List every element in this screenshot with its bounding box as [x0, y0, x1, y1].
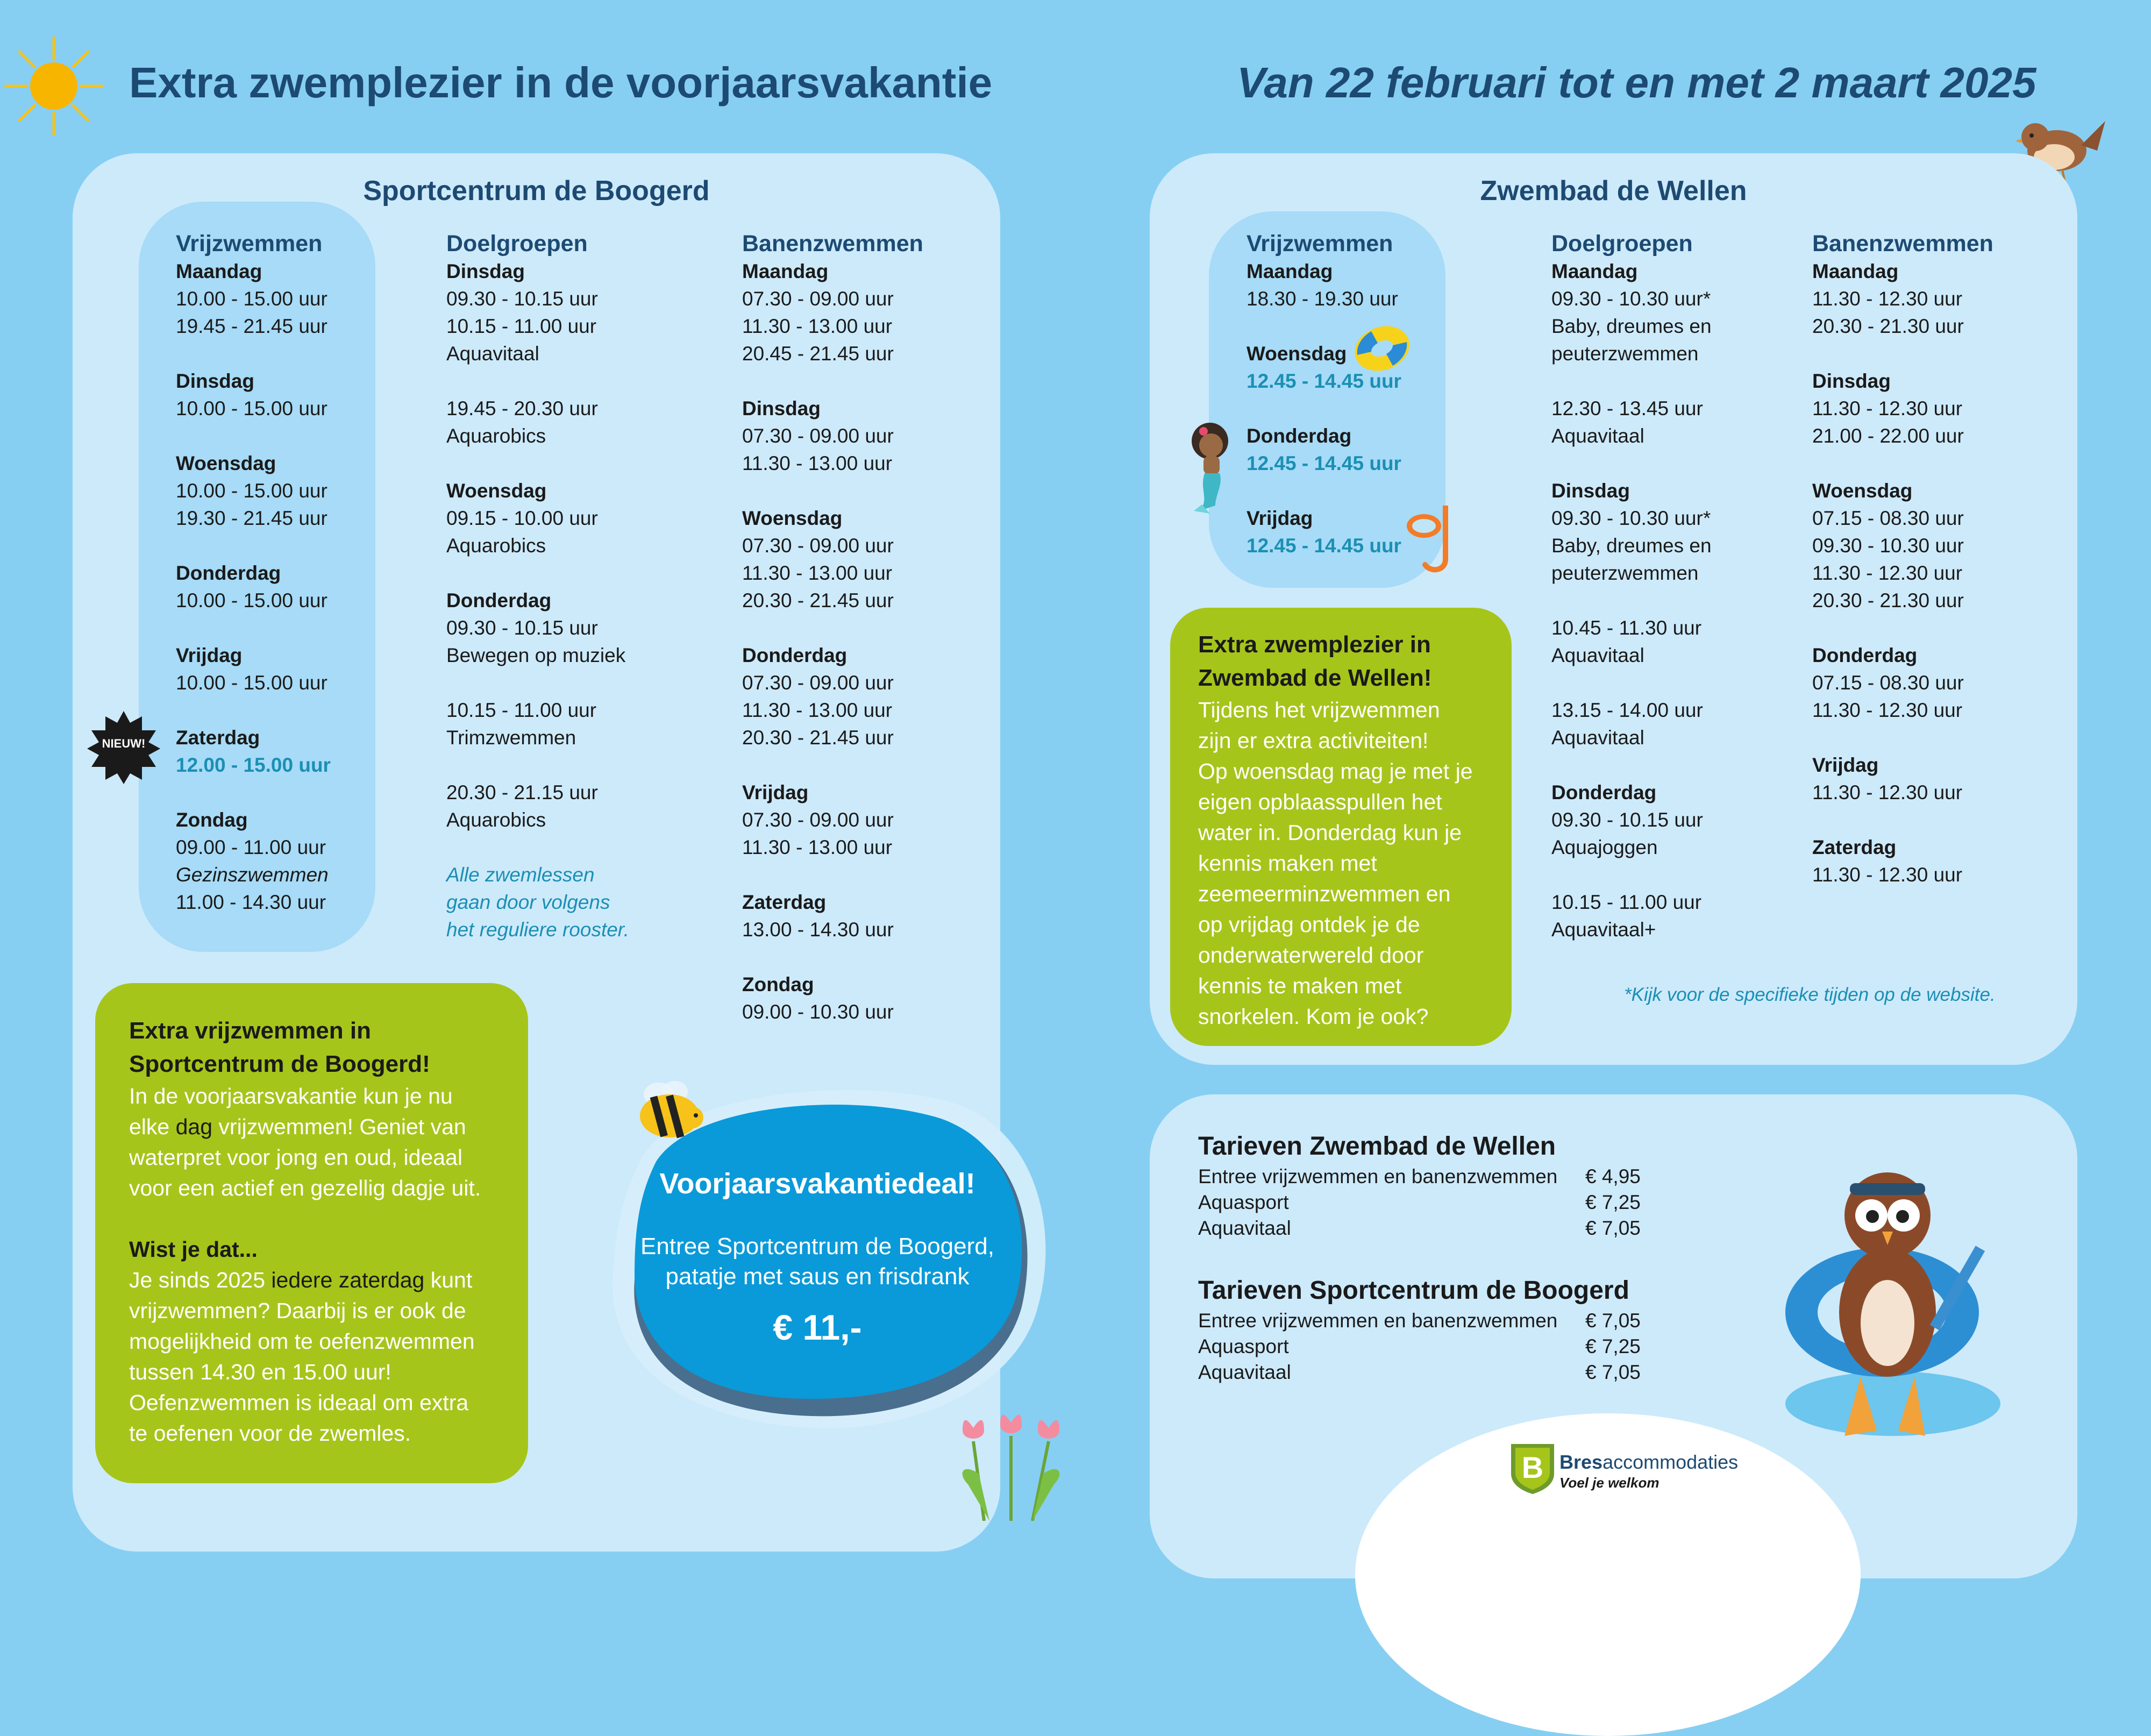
day-label: Maandag: [176, 260, 262, 282]
time-line: 10.15 - 11.00 uur: [446, 699, 597, 721]
column-heading: Vrijzwemmen: [176, 231, 323, 257]
tariff-row: [1198, 1308, 1641, 1334]
day-label: Donderdag: [1551, 781, 1657, 803]
time-line: 20.30 - 21.15 uur: [446, 781, 598, 803]
info-line: Op woensdag mag je met je: [1198, 759, 1473, 784]
tariff-name: Aquavitaal: [1198, 1217, 1291, 1239]
page-title: Extra zwemplezier in de voorjaarsvakantie: [129, 59, 993, 106]
day-label: Dinsdag: [1812, 370, 1891, 392]
info-line: Je sinds 2025 iedere zaterdag kunt: [129, 1268, 473, 1292]
time-line: 10.45 - 11.30 uur: [1551, 617, 1702, 639]
spacer: [1551, 367, 1712, 395]
time-line: 13.00 - 14.30 uur: [742, 919, 894, 941]
info-line: snorkelen. Kom je ook?: [1198, 1004, 1429, 1029]
time-line: 12.45 - 14.45 uur: [1247, 370, 1401, 392]
time-line: 09.30 - 10.15 uur: [446, 617, 598, 639]
time-line: 07.30 - 09.00 uur: [742, 672, 894, 694]
tariff-row: [1198, 1360, 1641, 1385]
time-line: 07.30 - 09.00 uur: [742, 288, 894, 310]
spacer: [176, 696, 331, 724]
time-line: Aquavitaal: [1551, 425, 1644, 447]
spacer: [1812, 806, 1993, 834]
spacer: [1551, 669, 1712, 696]
boogerd-vrij-column: [176, 230, 331, 916]
boogerd-doel-column: [446, 230, 629, 943]
time-line: gaan door volgens: [446, 891, 610, 913]
time-line: 10.00 - 15.00 uur: [176, 589, 327, 611]
day-label: Donderdag: [446, 589, 552, 611]
logo-tagline: Voel je welkom: [1559, 1475, 1659, 1491]
time-line: Trimzwemmen: [446, 727, 576, 749]
info-line: zijn er extra activiteiten!: [1198, 728, 1429, 753]
spacer: [742, 614, 923, 642]
bee-icon: [629, 1070, 710, 1151]
day-label: Woensdag: [742, 507, 843, 529]
tariff-price: € 7,05: [1585, 1217, 1641, 1239]
spacer: [1812, 724, 1993, 751]
tariff-name: Aquavitaal: [1198, 1361, 1291, 1383]
time-line: Gezinszwemmen: [176, 864, 329, 886]
spacer: [1247, 477, 1401, 504]
day-label: Woensdag: [1812, 480, 1913, 502]
tariffs-wellen: [1198, 1129, 1641, 1241]
time-line: 13.15 - 14.00 uur: [1551, 699, 1703, 721]
time-line: 11.00 - 14.30 uur: [176, 891, 326, 913]
spacer: [446, 559, 629, 587]
spacer: [176, 779, 331, 806]
info-line: elke dag vrijzwemmen! Geniet van: [129, 1114, 466, 1139]
time-line: Aquarobics: [446, 425, 546, 447]
time-line: Aquarobics: [446, 535, 546, 557]
info-line: eigen opblaasspullen het: [1198, 789, 1442, 814]
day-label: Dinsdag: [446, 260, 525, 282]
info-line: Tijdens het vrijzwemmen: [1198, 698, 1440, 722]
day-label: Vrijdag: [1812, 754, 1879, 776]
day-label: Zaterdag: [742, 891, 827, 913]
tariffs-boogerd: [1198, 1273, 1641, 1385]
time-line: het reguliere rooster.: [446, 919, 630, 941]
time-line: 07.30 - 09.00 uur: [742, 425, 894, 447]
time-line: 21.00 - 22.00 uur: [1812, 425, 1964, 447]
time-line: 11.30 - 13.00 uur: [742, 452, 893, 474]
swim-ring-icon: [1350, 317, 1414, 376]
time-line: 07.30 - 09.00 uur: [742, 809, 894, 831]
owl-swimmer-icon: [1775, 1151, 2054, 1452]
day-label: Maandag: [1551, 260, 1638, 282]
tariff-name: Aquasport: [1198, 1335, 1289, 1357]
info-line: zeemeerminzwemmen en: [1198, 881, 1451, 906]
time-line: 11.30 - 13.00 uur: [742, 699, 893, 721]
day-label: Maandag: [742, 260, 829, 282]
time-line: 11.30 - 12.30 uur: [1812, 562, 1963, 584]
tariff-title: Tarieven Sportcentrum de Boogerd: [1198, 1276, 1629, 1305]
spacer: [1551, 450, 1712, 477]
time-line: 20.30 - 21.45 uur: [742, 727, 894, 749]
day-label: Dinsdag: [742, 397, 821, 419]
column-heading: Vrijzwemmen: [1247, 231, 1393, 257]
time-line: 20.30 - 21.45 uur: [742, 589, 894, 611]
info-line: mogelijkheid om te oefenzwemmen: [129, 1329, 475, 1354]
time-line: Aquavitaal: [1551, 727, 1644, 749]
tariff-name: Entree vrijzwemmen en banenzwemmen: [1198, 1310, 1558, 1332]
time-line: Bewegen op muziek: [446, 644, 626, 666]
info-line: waterpret voor jong en oud, ideaal: [129, 1145, 462, 1170]
wellen-doel-column: [1551, 230, 1712, 943]
time-line: 12.45 - 14.45 uur: [1247, 535, 1401, 557]
time-line: 11.30 - 12.30 uur: [1812, 288, 1963, 310]
tariff-price: € 7,05: [1585, 1361, 1641, 1383]
column-heading: Banenzwemmen: [1812, 231, 1993, 257]
tariff-row: [1198, 1334, 1641, 1360]
time-line: 18.30 - 19.30 uur: [1247, 288, 1398, 310]
logo-brand: Bres: [1559, 1451, 1603, 1473]
spacer: [1812, 340, 1993, 367]
tariff-price: € 7,25: [1585, 1191, 1641, 1213]
time-line: 09.30 - 10.30 uur*: [1551, 288, 1711, 310]
tariff-name: Entree vrijzwemmen en banenzwemmen: [1198, 1165, 1558, 1187]
svg-text:B: B: [1521, 1450, 1544, 1484]
boogerd-info-box: [95, 983, 528, 1483]
info-line: kennis maken met: [1198, 851, 1377, 876]
info-line: vrijzwemmen? Daarbij is er ook de: [129, 1298, 466, 1323]
info-line: tussen 14.30 en 15.00 uur!: [129, 1360, 391, 1384]
time-line: Aquajoggen: [1551, 836, 1658, 858]
time-line: 07.30 - 09.00 uur: [742, 535, 894, 557]
info-line: op vrijdag ontdek je de: [1198, 912, 1420, 937]
spacer: [446, 367, 629, 395]
time-line: Aquarobics: [446, 809, 546, 831]
deal-title: Voorjaarsvakantiedeal!: [659, 1168, 975, 1200]
spacer: [176, 340, 331, 367]
time-line: 12.30 - 13.45 uur: [1551, 397, 1703, 419]
spacer: [742, 943, 923, 971]
time-line: 11.30 - 12.30 uur: [1812, 864, 1963, 886]
time-line: 11.30 - 13.00 uur: [742, 836, 893, 858]
time-line: Alle zwemlessen: [446, 864, 595, 886]
spacer: [1551, 751, 1712, 779]
spacer: [742, 367, 923, 395]
day-label: Vrijdag: [742, 781, 809, 803]
tariff-price: € 7,05: [1585, 1310, 1641, 1332]
spacer: [176, 614, 331, 642]
info-subtitle: Wist je dat...: [129, 1237, 258, 1262]
spacer: [446, 834, 629, 861]
spacer: [446, 669, 629, 696]
tariff-row: [1198, 1215, 1641, 1241]
time-line: 09.30 - 10.15 uur: [1551, 809, 1703, 831]
mermaid-icon: [1178, 419, 1248, 516]
time-line: 11.30 - 13.00 uur: [742, 315, 893, 337]
day-label: Dinsdag: [1551, 480, 1630, 502]
time-line: 20.30 - 21.30 uur: [1812, 315, 1964, 337]
wellen-info-box: [1170, 608, 1512, 1046]
time-line: Aquavitaal: [1551, 644, 1644, 666]
spacer: [1551, 861, 1712, 888]
spacer: [176, 532, 331, 559]
time-line: 10.00 - 15.00 uur: [176, 672, 327, 694]
date-range: Van 22 februari tot en met 2 maart 2025: [1237, 59, 2036, 106]
time-line: 20.45 - 21.45 uur: [742, 343, 894, 365]
time-line: 10.00 - 15.00 uur: [176, 397, 327, 419]
time-line: 11.30 - 12.30 uur: [1812, 397, 1963, 419]
day-label: Donderdag: [742, 644, 847, 666]
time-line: 19.30 - 21.45 uur: [176, 507, 327, 529]
time-line: 12.45 - 14.45 uur: [1247, 452, 1401, 474]
bres-logo: [1506, 1441, 1739, 1495]
time-line: 09.30 - 10.30 uur: [1812, 535, 1964, 557]
time-line: Baby, dreumes en: [1551, 535, 1712, 557]
day-label: Donderdag: [176, 562, 281, 584]
info-title: Zwembad de Wellen!: [1198, 665, 1432, 691]
new-badge: NIEUW!: [86, 710, 161, 785]
time-line: peuterzwemmen: [1551, 562, 1699, 584]
spacer: [446, 751, 629, 779]
snorkel-icon: [1404, 506, 1457, 575]
spacer: [1551, 587, 1712, 614]
day-label: Zondag: [742, 973, 814, 995]
spacer: [1812, 614, 1993, 642]
time-line: Aquavitaal: [446, 343, 539, 365]
info-title: Extra zwemplezier in: [1198, 631, 1431, 658]
time-line: 12.00 - 15.00 uur: [176, 754, 331, 776]
time-line: 07.15 - 08.30 uur: [1812, 507, 1964, 529]
day-label: Woensdag: [1247, 343, 1347, 365]
day-label: Zaterdag: [1812, 836, 1897, 858]
day-label: Donderdag: [1247, 425, 1352, 447]
day-label: Zaterdag: [176, 727, 260, 749]
boogerd-banen-column: [742, 230, 923, 1026]
info-line: voor een actief en gezellig dagje uit.: [129, 1176, 481, 1200]
time-line: Aquavitaal+: [1551, 919, 1656, 941]
wellen-footnote: *Kijk voor de specifieke tijden op de website.: [1624, 984, 1996, 1005]
deal-line: Entree Sportcentrum de Boogerd,: [640, 1233, 994, 1260]
day-label: Dinsdag: [176, 370, 254, 392]
time-line: 10.00 - 15.00 uur: [176, 288, 327, 310]
tariff-price: € 4,95: [1585, 1165, 1641, 1187]
tulips-icon: [946, 1409, 1076, 1521]
spacer: [1247, 395, 1401, 422]
deal-price: € 11,-: [773, 1307, 862, 1347]
tariff-row: [1198, 1190, 1641, 1215]
spacer: [1812, 450, 1993, 477]
spacer: [742, 477, 923, 504]
info-line: kennis te maken met: [1198, 973, 1402, 998]
day-label: Woensdag: [176, 452, 276, 474]
time-line: Baby, dreumes en: [1551, 315, 1712, 337]
time-line: 09.00 - 10.30 uur: [742, 1001, 894, 1023]
column-heading: Doelgroepen: [1551, 231, 1693, 257]
info-title: Extra vrijzwemmen in: [129, 1018, 371, 1044]
wellen-banen-column: [1812, 230, 1993, 888]
tariff-price: € 7,25: [1585, 1335, 1641, 1357]
time-line: 07.15 - 08.30 uur: [1812, 672, 1964, 694]
spacer: [176, 422, 331, 450]
time-line: 11.30 - 12.30 uur: [1812, 699, 1963, 721]
tariff-row: [1198, 1164, 1641, 1190]
day-label: Vrijdag: [176, 644, 243, 666]
column-heading: Doelgroepen: [446, 231, 588, 257]
time-line: 11.30 - 12.30 uur: [1812, 781, 1963, 803]
time-line: 19.45 - 20.30 uur: [446, 397, 598, 419]
time-line: 09.00 - 11.00 uur: [176, 836, 326, 858]
info-line: Oefenzwemmen is ideaal om extra: [129, 1390, 469, 1415]
boogerd-title: Sportcentrum de Boogerd: [363, 175, 710, 207]
tariff-title: Tarieven Zwembad de Wellen: [1198, 1132, 1556, 1161]
info-line: water in. Donderdag kun je: [1198, 820, 1462, 845]
tariff-name: Aquasport: [1198, 1191, 1289, 1213]
info-line: onderwaterwereld door: [1198, 943, 1424, 967]
column-heading: Banenzwemmen: [742, 231, 923, 257]
info-line: te oefenen voor de zwemles.: [129, 1421, 411, 1446]
info-line: In de voorjaarsvakantie kun je nu: [129, 1084, 453, 1108]
day-label: Vrijdag: [1247, 507, 1313, 529]
sun-icon: [0, 32, 108, 140]
deal-line: patatje met saus en frisdrank: [665, 1263, 970, 1290]
spacer: [742, 861, 923, 888]
time-line: 10.00 - 15.00 uur: [176, 480, 327, 502]
time-line: 09.15 - 10.00 uur: [446, 507, 598, 529]
day-label: Maandag: [1812, 260, 1899, 282]
time-line: 09.30 - 10.15 uur: [446, 288, 598, 310]
day-label: Maandag: [1247, 260, 1333, 282]
time-line: 10.15 - 11.00 uur: [446, 315, 597, 337]
day-label: Donderdag: [1812, 644, 1918, 666]
logo-sub: accommodaties: [1602, 1451, 1739, 1473]
time-line: 09.30 - 10.30 uur*: [1551, 507, 1711, 529]
time-line: 11.30 - 13.00 uur: [742, 562, 893, 584]
time-line: 20.30 - 21.30 uur: [1812, 589, 1964, 611]
wellen-title: Zwembad de Wellen: [1480, 175, 1747, 207]
time-line: 19.45 - 21.45 uur: [176, 315, 327, 337]
day-label: Zondag: [176, 809, 248, 831]
wellen-vrij-column: [1247, 230, 1401, 559]
day-label: Woensdag: [446, 480, 547, 502]
time-line: peuterzwemmen: [1551, 343, 1699, 365]
time-line: 10.15 - 11.00 uur: [1551, 891, 1702, 913]
info-title: Sportcentrum de Boogerd!: [129, 1051, 430, 1077]
spacer: [742, 751, 923, 779]
spacer: [446, 450, 629, 477]
